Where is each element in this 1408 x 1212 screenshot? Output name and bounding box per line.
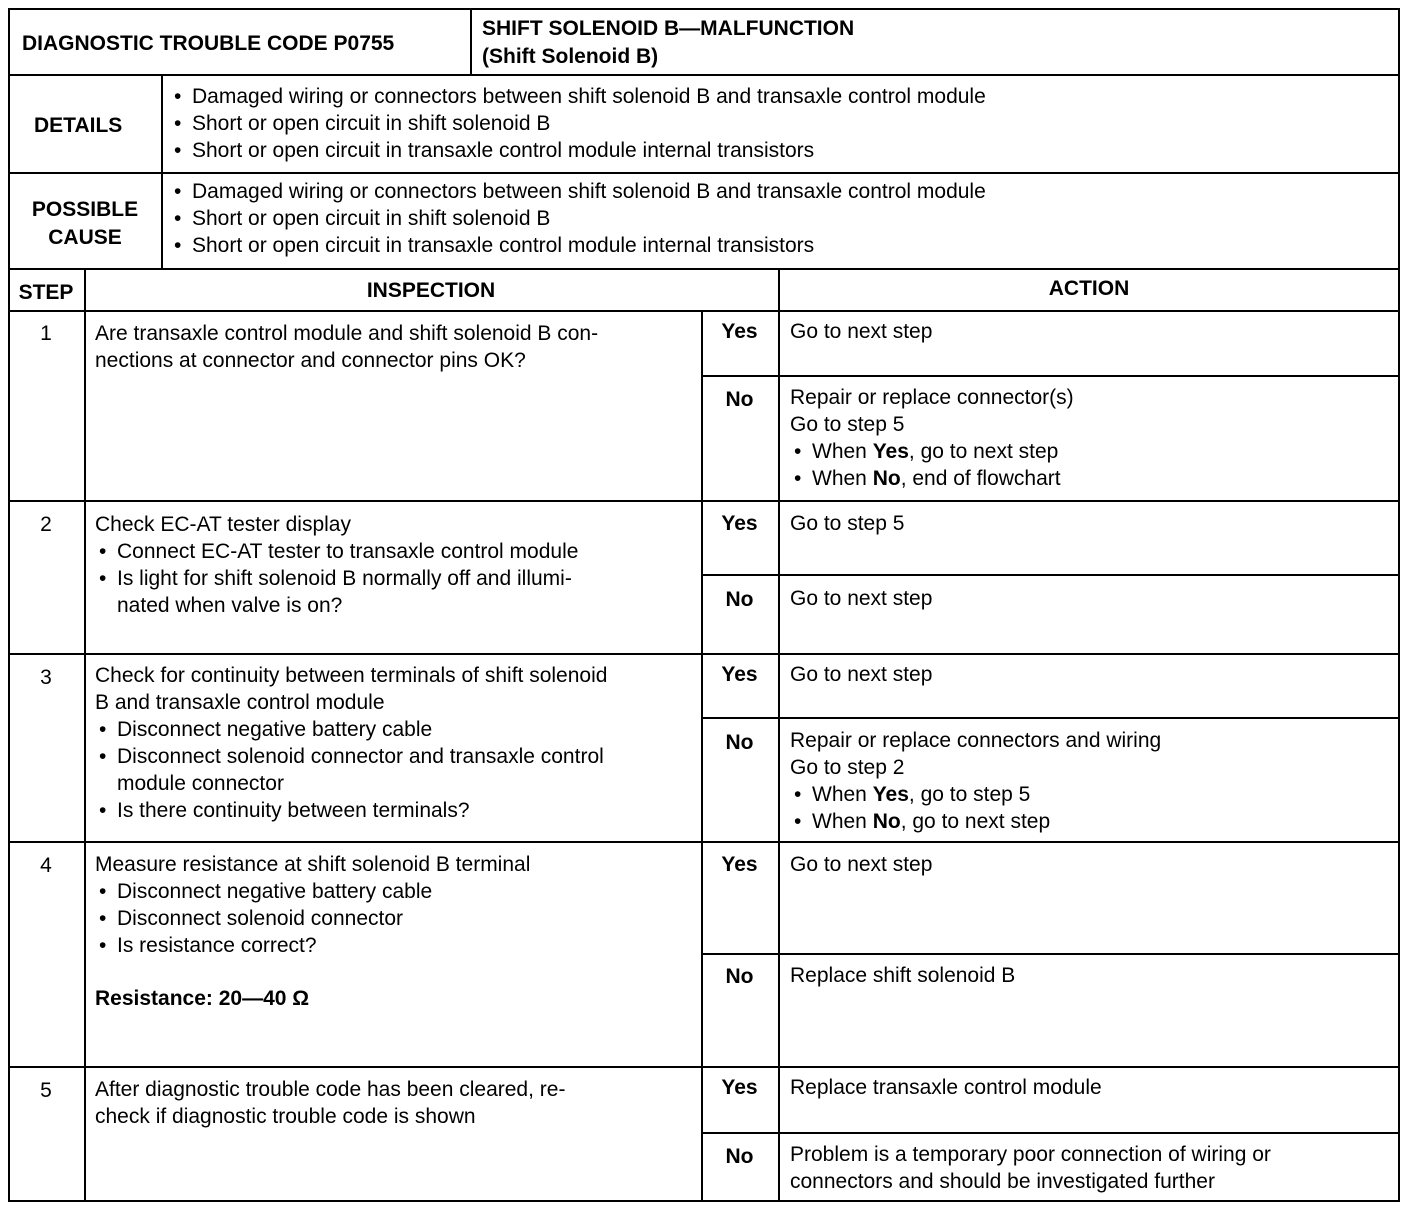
inspection-line: check if diagnostic trouble code is shown: [95, 1105, 476, 1128]
no-action-bullet: [790, 781, 1161, 808]
dtc-code-label: DIAGNOSTIC TROUBLE CODE P0755: [22, 32, 395, 55]
no-action-bullet: [790, 808, 1161, 835]
no-action: Go to next step: [790, 587, 933, 610]
step-number: 5: [40, 1079, 52, 1102]
step-inspection: [95, 662, 607, 824]
bullet-bold: Yes: [872, 440, 909, 463]
action-col-divider: [778, 268, 780, 1202]
inspection-bullet: [95, 743, 607, 797]
column-header-action: ACTION: [1048, 277, 1130, 300]
step-separator: [8, 1066, 1400, 1068]
inspection-line: nections at connector and connector pins OK?: [95, 349, 526, 372]
inspection-bullet: • Disconnect negative battery cable: [95, 878, 530, 905]
yes-no-separator: [701, 1132, 1400, 1134]
no-label: No: [725, 965, 754, 988]
inspection-bullets: [95, 538, 578, 619]
dtc-title: [482, 15, 854, 71]
no-action-bullet: [790, 438, 1074, 465]
step-number: 1: [40, 322, 52, 345]
inspection-bullets: [95, 878, 530, 959]
header-divider: [470, 8, 472, 76]
no-action-line: Go to step 5: [790, 413, 905, 436]
bullet-text: When: [812, 440, 873, 463]
bullet-bold: No: [872, 467, 901, 490]
possible-cause-label-line2: CAUSE: [48, 226, 122, 249]
step-col-divider: [84, 268, 86, 1202]
inspection-title: Check for continuity between terminals of shift solenoid: [95, 664, 608, 687]
details-item: • Short or open circuit in transaxle control module internal transistors: [170, 137, 986, 164]
no-action-line: Go to step 2: [790, 756, 905, 779]
no-action: [790, 727, 1161, 835]
yes-no-separator: [701, 375, 1400, 377]
step-separator: [8, 841, 1400, 843]
details-list: [170, 83, 986, 164]
resistance-spec: Resistance: 20—40 Ω: [95, 987, 310, 1010]
inspection-title: Check EC-AT tester display: [95, 513, 351, 536]
bullet-text: When: [812, 810, 873, 833]
no-action-bullet: [790, 465, 1074, 492]
no-action-line: Repair or replace connectors and wiring: [790, 729, 1162, 752]
bullet-bold: Yes: [872, 783, 909, 806]
step-inspection: [95, 851, 530, 959]
yes-no-separator: [701, 574, 1400, 576]
inspection-bullet: • Disconnect solenoid connector: [95, 905, 530, 932]
inspection-bullet: • Is there continuity between terminals?: [95, 797, 607, 824]
no-action-bullets: [790, 438, 1074, 492]
column-header-bottom: [8, 310, 1400, 312]
inspection-line: Are transaxle control module and shift solenoid B con-: [95, 322, 599, 345]
possible-cause-item: • Damaged wiring or connectors between shift solenoid B and transaxle control module: [170, 178, 986, 205]
no-action-line: Problem is a temporary poor connection of wiring or: [790, 1143, 1271, 1166]
no-label: No: [725, 1145, 754, 1168]
possible-cause-label-line1: POSSIBLE: [31, 198, 139, 221]
step-separator: [8, 653, 1400, 655]
column-header-inspection: INSPECTION: [366, 279, 496, 302]
bullet-bold: No: [872, 810, 901, 833]
bullet-line: nated when valve is on?: [117, 594, 343, 617]
inspection-bullet: • Connect EC-AT tester to transaxle control module: [95, 538, 578, 565]
no-label: No: [725, 388, 754, 411]
step-number: 4: [40, 854, 52, 877]
no-label: No: [725, 588, 754, 611]
yes-label: Yes: [721, 512, 758, 535]
dtc-title-line2: (Shift Solenoid B): [482, 45, 659, 68]
possible-cause-item: • Short or open circuit in transaxle control module internal transistors: [170, 232, 986, 259]
bullet-text: , go to next step: [908, 440, 1059, 463]
no-action: [790, 1141, 1271, 1195]
no-action-bullets: [790, 781, 1161, 835]
step-inspection: [95, 320, 598, 374]
no-label: No: [725, 731, 754, 754]
yes-action: Go to next step: [790, 853, 933, 876]
no-action: Replace shift solenoid B: [790, 964, 1016, 987]
inspection-bullet: • Disconnect negative battery cable: [95, 716, 607, 743]
yes-label: Yes: [721, 663, 758, 686]
yes-label: Yes: [721, 320, 758, 343]
yes-action: Replace transaxle control module: [790, 1076, 1102, 1099]
details-item: • Damaged wiring or connectors between shift solenoid B and transaxle control module: [170, 83, 986, 110]
yes-label: Yes: [721, 1076, 758, 1099]
details-divider: [161, 74, 163, 174]
possible-cause-label: [10, 196, 160, 252]
bullet-line: • Disconnect solenoid connector and transaxle control: [117, 745, 604, 768]
details-item: • Short or open circuit in shift solenoid B: [170, 110, 986, 137]
possible-cause-item: • Short or open circuit in shift solenoid B: [170, 205, 986, 232]
yes-action: Go to next step: [790, 320, 933, 343]
bullet-text: , go to step 5: [908, 783, 1031, 806]
inspection-title: B and transaxle control module: [95, 691, 385, 714]
yes-no-separator: [701, 717, 1400, 719]
inspection-bullet: [95, 565, 578, 619]
inspection-bullet: • Is resistance correct?: [95, 932, 530, 959]
bullet-text: When: [812, 467, 873, 490]
step-number: 2: [40, 513, 52, 536]
no-action-line: Repair or replace connector(s): [790, 386, 1074, 409]
bullet-line: module connector: [117, 772, 284, 795]
step-number: 3: [40, 666, 52, 689]
yesno-col-divider: [701, 310, 703, 1202]
bullet-line: • Is light for shift solenoid B normally off and illumi-: [117, 567, 572, 590]
step-inspection: [95, 511, 578, 619]
bullet-text: When: [812, 783, 873, 806]
yes-no-separator: [701, 953, 1400, 955]
step-inspection: [95, 1076, 565, 1130]
bullet-text: , go to next step: [900, 810, 1051, 833]
inspection-title: Measure resistance at shift solenoid B terminal: [95, 853, 531, 876]
yes-action: Go to step 5: [790, 512, 905, 535]
no-action: [790, 384, 1074, 492]
possible-cause-divider: [161, 172, 163, 270]
possible-cause-list: [170, 178, 986, 259]
inspection-bullets: [95, 716, 607, 824]
step-separator: [8, 500, 1400, 502]
bullet-text: , end of flowchart: [900, 467, 1061, 490]
details-label: DETAILS: [34, 114, 123, 137]
yes-label: Yes: [721, 853, 758, 876]
yes-action: Go to next step: [790, 663, 933, 686]
no-action-line: connectors and should be investigated further: [790, 1170, 1215, 1193]
inspection-line: After diagnostic trouble code has been cleared, re-: [95, 1078, 566, 1101]
column-header-step: STEP: [18, 281, 74, 304]
dtc-title-line1: SHIFT SOLENOID B—MALFUNCTION: [482, 17, 855, 40]
